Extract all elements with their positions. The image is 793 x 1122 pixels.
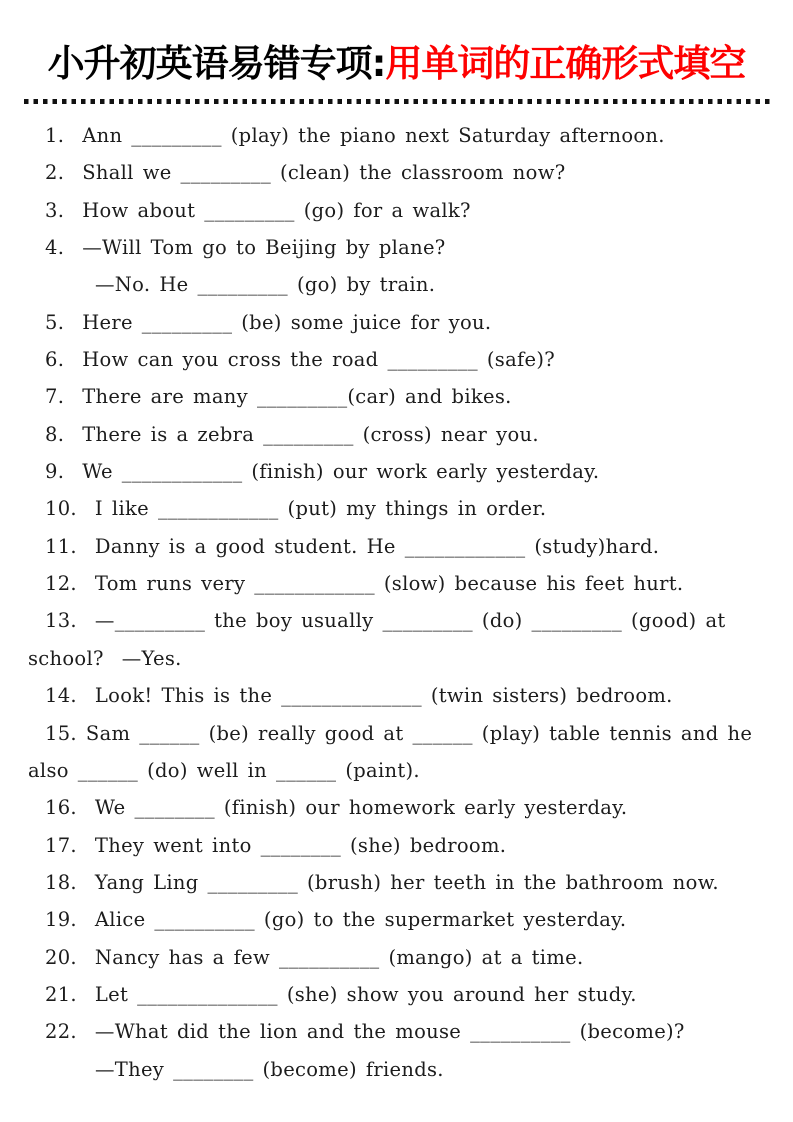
page-title <box>0 0 793 86</box>
question-3: 3. How about _________ (go) for a walk? <box>45 198 471 222</box>
question-8: 8. There is a zebra _________ (cross) near you. <box>45 422 539 446</box>
question-6: 6. How can you cross the road _________ (safe)? <box>45 348 556 372</box>
title-red-text: 用单词的正确形式填空 <box>385 42 746 85</box>
title-black-text: 小升初英语易错专项: <box>47 42 386 85</box>
dotted-divider <box>24 99 770 104</box>
question-19: 19. Alice __________ (go) to the supermarket yesterday. <box>45 908 627 932</box>
question-18: 18. Yang Ling _________ (brush) her teeth in the bathroom now. <box>45 870 719 894</box>
question-9: 9. We ____________ (finish) our work early yesterday. <box>45 460 600 484</box>
question-11: 11. Danny is a good student. He ____________ (study)hard. <box>45 534 660 558</box>
question-20: 20. Nancy has a few __________ (mango) at a time. <box>45 945 584 969</box>
question-15: 15. Sam ______ (be) really good at ______ (play) table tennis and he <box>45 721 753 745</box>
question-14: 14. Look! This is the ______________ (twin sisters) bedroom. <box>45 684 673 708</box>
question-5: 5. Here _________ (be) some juice for you. <box>45 310 492 334</box>
question-21: 21. Let ______________ (she) show you around her study. <box>45 982 637 1006</box>
question-7: 7. There are many _________(car) and bikes. <box>45 385 512 409</box>
question-22: 22. —What did the lion and the mouse __________ (become)? <box>45 1020 685 1044</box>
question-16: 16. We ________ (finish) our homework early yesterday. <box>45 796 628 820</box>
question-2: 2. Shall we _________ (clean) the classroom now? <box>45 161 566 185</box>
question-22-reply: —They ________ (become) friends. <box>95 1057 444 1081</box>
question-15-wrap: also ______ (do) well in ______ (paint). <box>28 758 420 782</box>
question-4-reply: —No. He _________ (go) by train. <box>95 273 436 297</box>
question-10: 10. I like ____________ (put) my things in order. <box>45 497 547 521</box>
question-13: 13. —_________ the boy usually _________ (do) _________ (good) at <box>45 609 726 633</box>
question-list <box>0 117 793 1088</box>
question-17: 17. They went into ________ (she) bedroom. <box>45 833 507 857</box>
question-1: 1. Ann _________ (play) the piano next Saturday afternoon. <box>45 124 665 147</box>
question-12: 12. Tom runs very ____________ (slow) because his feet hurt. <box>45 572 684 596</box>
question-4: 4. —Will Tom go to Beijing by plane? <box>45 236 446 260</box>
question-13-wrap: school? —Yes. <box>28 646 182 670</box>
